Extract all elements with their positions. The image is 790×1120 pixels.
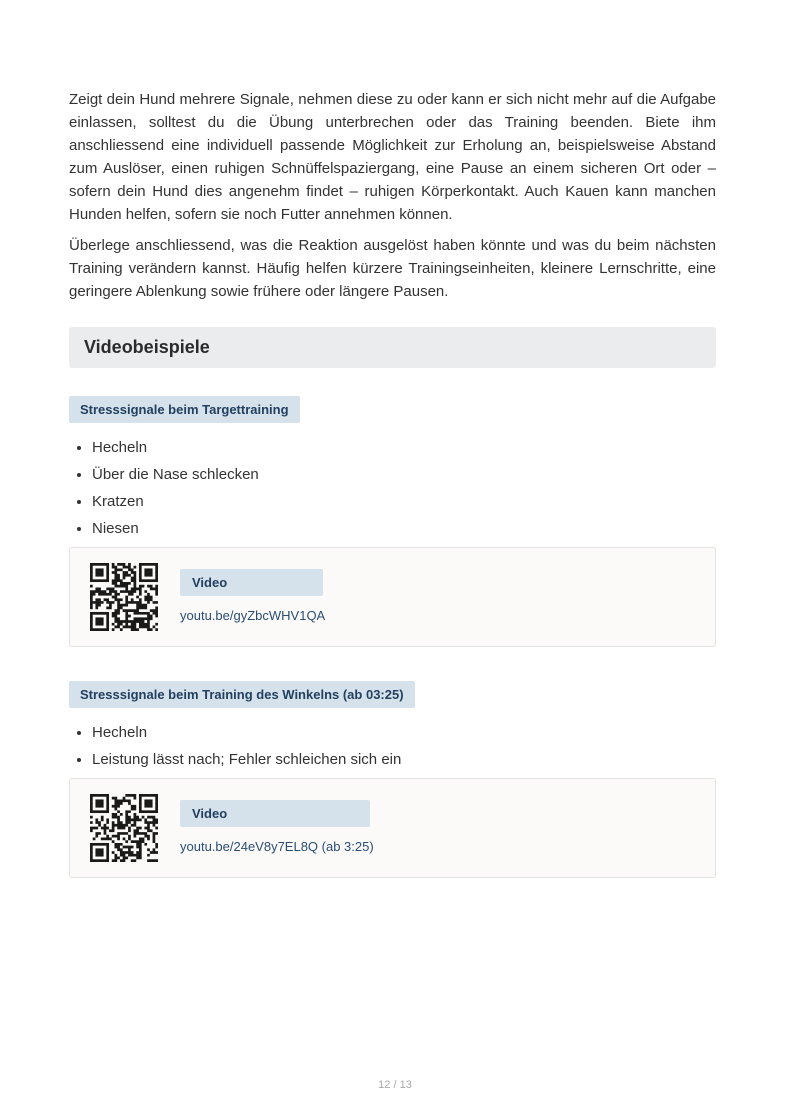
- video-card: [69, 547, 716, 647]
- section-header-videos: [69, 327, 716, 368]
- video-label: Video: [180, 800, 370, 827]
- video-link[interactable]: youtu.be/gyZbcWHV1QA: [180, 608, 326, 623]
- example-tag: Stresssignale beim Training des Winkelns (ab 03:25): [69, 681, 415, 708]
- signal-list: [69, 722, 716, 770]
- video-label: Video: [180, 569, 323, 596]
- signal-list: [69, 437, 716, 539]
- list-item: • Niesen: [92, 518, 716, 539]
- video-link[interactable]: youtu.be/24eV8y7EL8Q (ab 3:25): [180, 839, 374, 854]
- list-item: • Über die Nase schlecken: [92, 464, 716, 485]
- video-card: [69, 778, 716, 878]
- example-tag: Stresssignale beim Targettraining: [69, 396, 300, 423]
- paragraph-reflection: Überlege anschliessend, was die Reaktion ausgelöst haben könnte und was du beim nächsten Training verändern kannst. Häufig helfen kürzere Trainingseinheiten, kleinere Lernschritte, eine geringere Ablenkung sowie frühere oder längere Pausen.: [69, 237, 716, 300]
- example-2: [69, 681, 716, 708]
- page-number: 12 / 13: [378, 1079, 412, 1091]
- page-content: [69, 88, 716, 878]
- qr-code-icon[interactable]: [90, 563, 158, 631]
- example-1: [69, 396, 716, 423]
- section-title: Videobeispiele: [84, 337, 210, 357]
- qr-code-icon[interactable]: [90, 794, 158, 862]
- list-item: • Leistung lässt nach; Fehler schleichen sich ein: [92, 749, 716, 770]
- list-item: • Hecheln: [92, 722, 716, 743]
- paragraph-stress-break: Zeigt dein Hund mehrere Signale, nehmen diese zu oder kann er sich nicht mehr auf die Aufgabe einlassen, solltest du die Übung unterbrechen oder das Training beenden. Biete ihm anschliessend eine individuell passende Möglichkeit zur Erholung an, beispielsweise Abstand zum Auslöser, einen ruhigen Schnüffelspaziergang, eine Pause an einem sicheren Ort oder – sofern dein Hund dies angenehm findet – ruhigen Körperkontakt. Auch Kauen kann manchen Hunden helfen, sofern sie noch Futter annehmen können.: [69, 91, 716, 223]
- list-item: • Kratzen: [92, 491, 716, 512]
- list-item: • Hecheln: [92, 437, 716, 458]
